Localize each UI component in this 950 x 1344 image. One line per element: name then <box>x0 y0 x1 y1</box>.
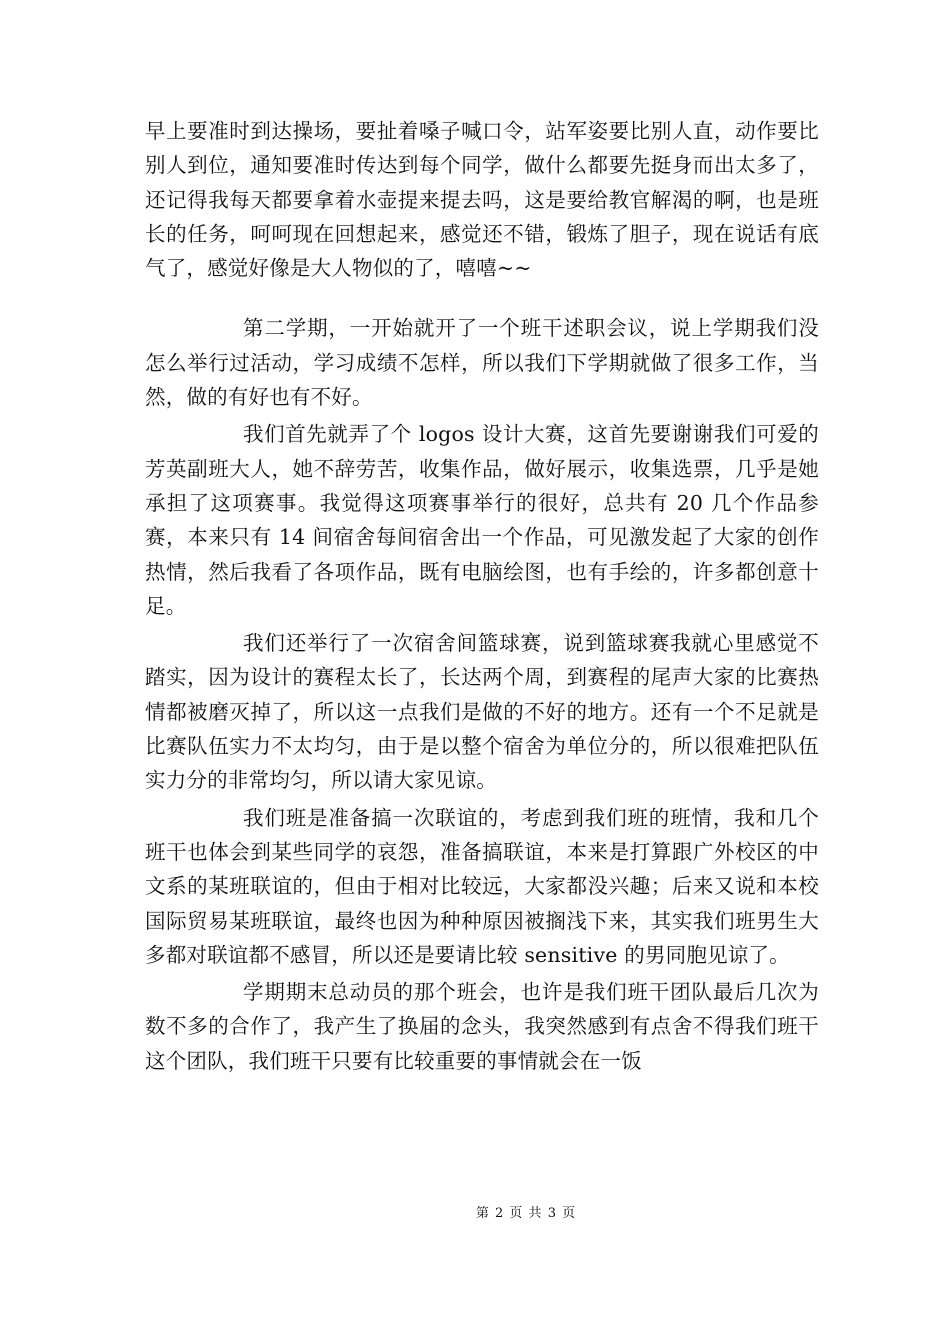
paragraph-logo-contest: 我们首先就弄了个 logos 设计大赛，这首先要谢谢我们可爱的芳英副班大人，她不辞劳苦，收集作品，做好展示，收集选票，几乎是她承担了这项赛事。我觉得这项赛事举行的很好，总共有 20 几个作品参赛，本来只有 14 间宿舍每间宿舍出一个作品，可见激发起了大家的创作热情，然后我看了各项作品，既有电脑绘图，也有手绘的，许多都创意十足。 <box>145 422 819 618</box>
paragraph-second-semester: 第二学期，一开始就开了一个班干述职会议，说上学期我们没怎么举行过活动，学习成绩不怎样，所以我们下学期就做了很多工作，当然，做的有好也有不好。 <box>145 316 819 410</box>
paragraph-social-event: 我们班是准备搞一次联谊的，考虑到我们班的班情，我和几个班干也体会到某些同学的哀怨，准备搞联谊，本来是打算跟广外校区的中文系的某班联谊的，但由于相对比较远，大家都没兴趣；后来又说和本校国际贸易某班联谊，最终也因为种种原因被搁浅下来，其实我们班男生大多都对联谊都不感冒，所以还是要请比较 sensitive 的男同胞见谅了。 <box>145 805 819 967</box>
page-footer <box>0 1202 950 1221</box>
paragraph-basketball: 我们还举行了一次宿舍间篮球赛，说到篮球赛我就心里感觉不踏实，因为设计的赛程太长了，长达两个周，到赛程的尾声大家的比赛热情都被磨灭掉了，所以这一点我们是做的不好的地方。还有一个不足就是比赛队伍实力不太均匀，由于是以整个宿舍为单位分的，所以很难把队伍实力分的非常均匀，所以请大家见谅。 <box>145 631 819 793</box>
paragraph-class-meeting: 学期期末总动员的那个班会，也许是我们班干团队最后几次为数不多的合作了，我产生了换届的念头，我突然感到有点舍不得我们班干这个团队，我们班干只要有比较重要的事情就会在一饭 <box>145 980 819 1073</box>
paragraph-military-training: 早上要准时到达操场，要扯着嗓子喊口令，站军姿要比别人直，动作要比别人到位，通知要准时传达到每个同学，做什么都要先挺身而出太多了，还记得我每天都要拿着水壶提来提去吗，这是要给教官解渴的啊，也是班长的任务，呵呵现在回想起来，感觉还不错，锻炼了胆子，现在说话有底气了，感觉好像是大人物似的了，嘻嘻~~ <box>145 119 819 281</box>
document-body <box>145 114 819 1078</box>
page-number: 第 2 页 共 3 页 <box>475 1206 577 1221</box>
